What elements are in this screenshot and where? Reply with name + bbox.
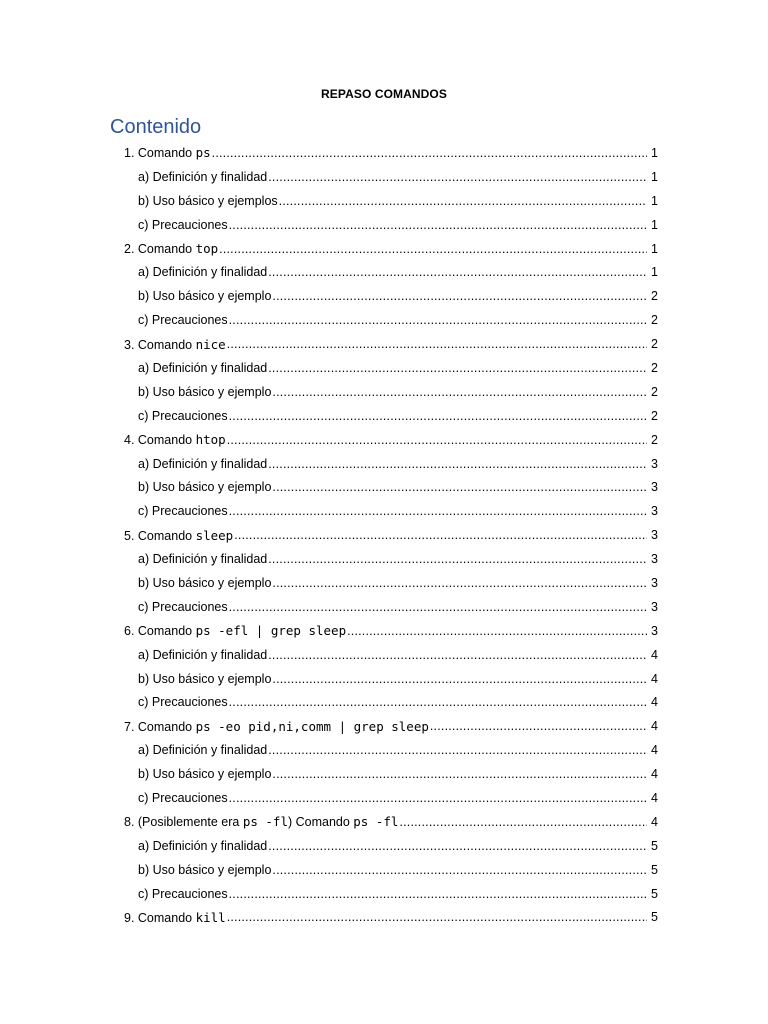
page-number: 4 <box>651 814 658 829</box>
command-code: ps -fl <box>242 814 288 830</box>
toc-entry-label <box>138 361 267 375</box>
toc-entry[interactable] <box>0 714 768 738</box>
dot-leader <box>399 815 647 829</box>
toc-entry-label <box>138 457 267 471</box>
toc-entry[interactable] <box>0 141 768 165</box>
page-number: 5 <box>651 838 658 853</box>
label-text: c) Precauciones <box>138 504 228 519</box>
label-text: 8. (Posiblemente era <box>124 815 243 830</box>
label-text: a) Definición y finalidad <box>138 743 268 758</box>
toc-subentry[interactable] <box>0 213 768 237</box>
toc-entry-label <box>124 528 233 543</box>
toc-entry-label <box>138 576 271 590</box>
toc-subentry[interactable] <box>0 380 768 404</box>
label-text: c) Precauciones <box>138 886 228 901</box>
label-text: 6. Comando <box>124 624 196 639</box>
toc-entry-label <box>138 265 267 279</box>
label-text: 2. Comando <box>124 242 196 256</box>
page-number: 3 <box>651 504 658 519</box>
dot-leader <box>268 648 647 662</box>
toc-entry-label <box>124 145 211 160</box>
toc-subentry[interactable] <box>0 690 768 714</box>
label-text: 5. Comando <box>124 528 196 543</box>
dot-leader <box>268 457 647 471</box>
toc-subentry[interactable] <box>0 475 768 499</box>
toc-entry-label <box>124 337 226 352</box>
dot-leader <box>268 839 647 853</box>
page-number: 1 <box>651 145 658 160</box>
toc-entry-label <box>138 887 228 901</box>
command-code: kill <box>195 909 226 925</box>
label-text: a) Definición y finalidad <box>138 838 268 853</box>
label-text: c) Precauciones <box>138 408 228 423</box>
toc-entry-label <box>138 170 267 184</box>
page-number: 4 <box>651 790 658 805</box>
toc-entry-label <box>138 289 271 303</box>
label-text: a) Definición y finalidad <box>138 552 268 567</box>
page-number: 2 <box>651 313 658 328</box>
page-number: 1 <box>651 169 658 184</box>
toc-subentry[interactable] <box>0 834 768 858</box>
toc-entry-label <box>138 743 267 757</box>
dot-leader <box>219 242 647 256</box>
dot-leader <box>268 170 647 184</box>
page-number: 1 <box>651 241 658 256</box>
page-number: 5 <box>651 910 658 925</box>
toc-entry[interactable] <box>0 619 768 643</box>
toc-entry-label <box>138 672 271 686</box>
dot-leader <box>234 528 647 542</box>
toc-subentry[interactable] <box>0 738 768 762</box>
toc-entry[interactable] <box>0 523 768 547</box>
dot-leader <box>272 672 647 686</box>
dot-leader <box>229 218 647 232</box>
toc-subentry[interactable] <box>0 571 768 595</box>
label-text: 7. Comando <box>124 719 196 734</box>
label-text: 1. Comando <box>124 146 196 161</box>
toc-entry-label <box>138 600 228 614</box>
toc-entry-label <box>124 910 226 925</box>
page-number: 2 <box>651 360 658 375</box>
page-number: 3 <box>651 528 658 543</box>
document-title: REPASO COMANDOS <box>321 87 447 101</box>
toc-subentry[interactable] <box>0 260 768 284</box>
toc-subentry[interactable] <box>0 356 768 380</box>
dot-leader <box>268 361 647 375</box>
toc-entry-label <box>124 814 398 829</box>
label-text: 3. Comando <box>124 337 196 352</box>
dot-leader <box>227 433 647 447</box>
toc-subentry[interactable] <box>0 667 768 691</box>
dot-leader <box>347 624 647 638</box>
page-number: 2 <box>651 337 658 352</box>
label-text: a) Definición y finalidad <box>138 265 268 280</box>
toc-entry-label <box>138 767 271 781</box>
toc-subentry[interactable] <box>0 404 768 428</box>
dot-leader <box>279 194 647 208</box>
page-number: 4 <box>651 767 658 782</box>
label-text: b) Uso básico y ejemplo <box>138 862 272 877</box>
label-text: 4. Comando <box>124 433 196 448</box>
toc-entry-label <box>138 695 228 709</box>
dot-leader <box>272 289 647 303</box>
toc-entry-label <box>138 839 267 853</box>
page-number: 4 <box>651 647 658 662</box>
label-text: a) Definición y finalidad <box>138 647 268 662</box>
page-number: 2 <box>651 289 658 304</box>
page-number: 3 <box>651 623 658 638</box>
page-number: 3 <box>651 552 658 567</box>
label-text: b) Uso básico y ejemplos <box>138 193 278 208</box>
dot-leader <box>227 910 647 924</box>
page-number: 1 <box>651 265 658 280</box>
toc-entry-label <box>138 552 267 566</box>
command-code: htop <box>195 432 226 448</box>
toc-entry[interactable] <box>0 332 768 356</box>
dot-leader <box>229 504 647 518</box>
page-number: 2 <box>651 408 658 423</box>
toc-heading: Contenido <box>110 116 202 138</box>
toc-subentry[interactable] <box>0 643 768 667</box>
dot-leader <box>268 552 647 566</box>
toc-subentry[interactable] <box>0 547 768 571</box>
page-number: 4 <box>651 695 658 710</box>
command-code: ps -fl <box>353 814 399 830</box>
command-code: nice <box>195 336 226 352</box>
dot-leader <box>229 600 647 614</box>
dot-leader <box>227 337 647 351</box>
page-number: 4 <box>651 671 658 686</box>
label-text: a) Definición y finalidad <box>138 360 268 375</box>
toc-subentry[interactable] <box>0 499 768 523</box>
label-text: b) Uso básico y ejemplo <box>138 767 272 782</box>
label-text: a) Definición y finalidad <box>138 456 268 471</box>
dot-leader <box>430 719 647 733</box>
toc-entry-label <box>138 194 278 208</box>
dot-leader <box>229 791 647 805</box>
toc-entry-label <box>138 409 228 423</box>
label-text: c) Precauciones <box>138 217 228 232</box>
table-of-contents <box>0 141 768 929</box>
page-number: 2 <box>651 384 658 399</box>
dot-leader <box>229 409 647 423</box>
toc-subentry[interactable] <box>0 882 768 906</box>
command-code: ps <box>195 145 211 161</box>
page-number: 4 <box>651 743 658 758</box>
label-text: b) Uso básico y ejemplo <box>138 671 272 686</box>
toc-subentry[interactable] <box>0 308 768 332</box>
page-number: 2 <box>651 432 658 447</box>
label-text: 9. Comando <box>124 910 196 925</box>
toc-entry-label <box>138 791 228 805</box>
toc-entry-label <box>124 432 226 447</box>
toc-entry-label <box>124 241 218 256</box>
toc-entry-label <box>138 313 228 327</box>
page-number: 1 <box>651 193 658 208</box>
page-number: 1 <box>651 217 658 232</box>
toc-entry[interactable] <box>0 237 768 261</box>
command-code: sleep <box>195 527 234 543</box>
toc-subentry[interactable] <box>0 595 768 619</box>
label-text: b) Uso básico y ejemplo <box>138 289 272 304</box>
dot-leader <box>268 743 647 757</box>
toc-entry-label <box>138 480 271 494</box>
command-code: ps -efl | grep sleep <box>195 623 347 639</box>
command-code: ps -eo pid,ni,comm | grep sleep <box>195 718 429 734</box>
toc-subentry[interactable] <box>0 858 768 882</box>
toc-subentry[interactable] <box>0 165 768 189</box>
toc-entry[interactable] <box>0 810 768 834</box>
label-text: ) Comando <box>287 815 354 830</box>
dot-leader <box>212 146 647 160</box>
toc-entry-label <box>124 623 346 638</box>
label-text: b) Uso básico y ejemplo <box>138 480 272 495</box>
toc-subentry[interactable] <box>0 762 768 786</box>
page-number: 3 <box>651 480 658 495</box>
page-number: 4 <box>651 719 658 734</box>
toc-entry[interactable] <box>0 906 768 930</box>
label-text: c) Precauciones <box>138 695 228 710</box>
toc-subentry[interactable] <box>0 452 768 476</box>
toc-entry-label <box>138 863 271 877</box>
label-text: c) Precauciones <box>138 790 228 805</box>
toc-subentry[interactable] <box>0 786 768 810</box>
dot-leader <box>272 576 647 590</box>
dot-leader <box>268 265 647 279</box>
toc-subentry[interactable] <box>0 284 768 308</box>
toc-entry-label <box>138 385 271 399</box>
label-text: c) Precauciones <box>138 599 228 614</box>
command-code: top <box>195 241 219 256</box>
toc-entry-label <box>138 648 267 662</box>
toc-entry-label <box>138 218 228 232</box>
dot-leader <box>272 385 647 399</box>
label-text: b) Uso básico y ejemplo <box>138 384 272 399</box>
dot-leader <box>272 480 647 494</box>
label-text: c) Precauciones <box>138 313 228 328</box>
page-number: 5 <box>651 886 658 901</box>
page-number: 3 <box>651 575 658 590</box>
dot-leader <box>229 695 647 709</box>
toc-entry[interactable] <box>0 428 768 452</box>
dot-leader <box>229 887 647 901</box>
page-number: 3 <box>651 599 658 614</box>
page-number: 3 <box>651 456 658 471</box>
label-text: b) Uso básico y ejemplo <box>138 575 272 590</box>
toc-entry-label <box>124 719 429 734</box>
toc-subentry[interactable] <box>0 189 768 213</box>
page-number: 5 <box>651 862 658 877</box>
dot-leader <box>272 863 647 877</box>
dot-leader <box>272 767 647 781</box>
dot-leader <box>229 313 647 327</box>
label-text: a) Definición y finalidad <box>138 169 268 184</box>
toc-entry-label <box>138 504 228 518</box>
